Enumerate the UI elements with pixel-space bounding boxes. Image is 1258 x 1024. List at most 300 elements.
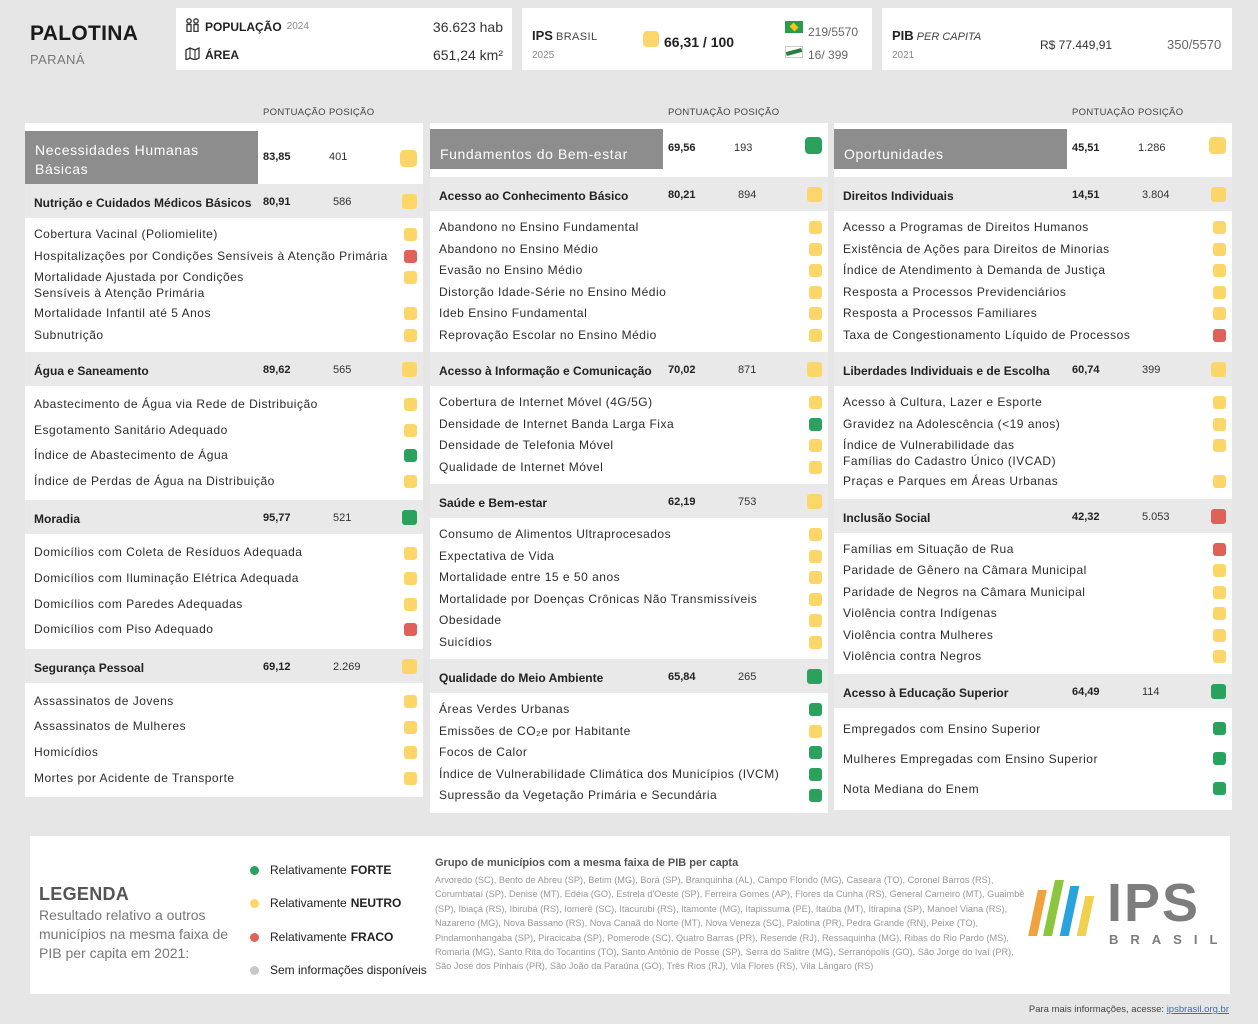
component-nutricao-e-cuidados-medicos-basicos <box>25 184 423 218</box>
component-position: 3.804 <box>1142 189 1170 201</box>
indicator-status-dot <box>404 307 417 320</box>
dimension-score: 69,56 <box>668 142 696 154</box>
indicator-list <box>430 693 828 813</box>
indicator-label: Existência de Ações para Direitos de Minorias <box>843 241 1110 256</box>
component-direitos-individuais <box>834 177 1232 211</box>
component-score: 60,74 <box>1072 364 1100 376</box>
legend-title: LEGENDA <box>39 884 130 904</box>
rank-brazil: 219/5570 <box>808 25 859 39</box>
indicator-row <box>834 260 1232 282</box>
component-status-dot <box>1211 509 1226 524</box>
indicator-row <box>430 764 828 786</box>
component-acesso-a-informacao-e-comunicacao <box>430 352 828 386</box>
dimension-title: Fundamentos do Bem-estar <box>430 129 663 169</box>
indicator-row <box>834 560 1232 582</box>
indicator-label: Consumo de Alimentos Ultraprocesados <box>439 527 672 541</box>
indicator-row <box>834 603 1232 625</box>
indicator-row <box>25 267 423 303</box>
legend-dot <box>250 966 259 975</box>
indicator-label: Supressão da Vegetação Primária e Secundária <box>439 788 718 802</box>
indicator-row <box>25 592 423 618</box>
component-seguranca-pessoal <box>25 649 423 683</box>
dimension-header <box>25 123 423 184</box>
component-position: 114 <box>1142 685 1160 698</box>
indicator-row <box>25 418 423 444</box>
indicator-list <box>430 386 828 484</box>
component-score: 89,62 <box>263 364 291 376</box>
indicator-label: Índice de Vulnerabilidade Climática dos Municípios (IVCM) <box>439 766 780 781</box>
indicator-row <box>834 303 1232 325</box>
legend-prefix: Relativamente <box>270 896 347 910</box>
component-score: 95,77 <box>263 512 291 525</box>
indicator-status-dot <box>809 439 822 452</box>
header-score-label: PONTUAÇÃO <box>263 107 326 118</box>
indicator-status-dot <box>404 475 417 488</box>
indicator-row <box>25 469 423 495</box>
indicator-status-dot <box>1213 243 1226 256</box>
indicator-row <box>834 539 1232 561</box>
indicator-label: Mortalidade por Doenças Crônicas Não Transmissíveis <box>439 591 758 606</box>
indicator-row <box>25 766 423 792</box>
indicator-status-dot <box>809 528 822 541</box>
indicator-label: Abandono no Ensino Médio <box>439 241 599 256</box>
indicator-row <box>430 699 828 721</box>
indicator-label: Expectativa de Vida <box>439 548 555 563</box>
indicator-label: Violência contra Indígenas <box>843 606 998 620</box>
indicator-status-dot <box>404 228 417 241</box>
indicator-row <box>430 721 828 743</box>
area-label: ÁREA <box>205 47 240 62</box>
indicator-status-dot <box>1213 543 1226 556</box>
ips-title <box>532 28 598 43</box>
component-score: 65,84 <box>668 671 696 683</box>
indicator-label: Mortalidade Infantil até 5 Anos <box>34 306 211 320</box>
pib-year: 2021 <box>892 50 915 61</box>
indicator-status-dot <box>1213 782 1226 795</box>
indicator-list <box>834 211 1232 352</box>
indicator-label: Suicídios <box>439 634 493 649</box>
indicator-row <box>25 325 423 347</box>
indicator-status-dot <box>1213 722 1226 735</box>
indicator-status-dot <box>1213 286 1226 299</box>
indicator-list <box>834 386 1232 499</box>
component-status-dot <box>1211 362 1226 377</box>
indicator-label: Mulheres Empregadas com Ensino Superior <box>843 751 1098 766</box>
pib-label: PIB <box>892 28 914 43</box>
indicator-status-dot <box>404 623 417 636</box>
component-name: Segurança Pessoal <box>34 660 145 675</box>
component-score: 62,19 <box>668 496 696 508</box>
indicator-label: Ideb Ensino Fundamental <box>439 306 588 320</box>
indicator-status-dot <box>809 789 822 802</box>
indicator-row <box>834 392 1232 414</box>
indicator-label: Índice de Vulnerabilidade das <box>843 438 1015 452</box>
indicator-label: Acesso a Programas de Direitos Humanos <box>843 220 1089 234</box>
indicator-row <box>834 435 1232 471</box>
indicator-label: Qualidade de Internet Móvel <box>439 459 604 474</box>
indicator-row <box>430 325 828 347</box>
component-status-dot <box>807 669 822 684</box>
legend-strength: NEUTRO <box>350 896 402 910</box>
indicator-status-dot <box>809 264 822 277</box>
indicator-label: Subnutrição <box>34 327 104 342</box>
indicator-status-dot <box>809 286 822 299</box>
indicator-status-dot <box>809 593 822 606</box>
indicator-status-dot <box>1213 752 1226 765</box>
indicator-row <box>430 282 828 304</box>
indicator-status-dot <box>809 768 822 781</box>
footer-link[interactable]: ipsbrasil.org.br <box>1166 1004 1229 1015</box>
indicator-row <box>430 435 828 457</box>
population-row <box>185 18 503 35</box>
legend-prefix: Relativamente <box>270 930 347 944</box>
indicator-label: Mortalidade entre 15 e 50 anos <box>439 570 621 584</box>
dimension-header <box>834 123 1232 177</box>
dimension-position: 193 <box>734 142 753 154</box>
indicator-status-dot <box>1213 264 1226 277</box>
dimension-position: 401 <box>329 151 348 163</box>
indicator-status-dot <box>1213 221 1226 234</box>
component-status-dot <box>1211 187 1226 202</box>
dimension-score: 83,85 <box>263 151 291 163</box>
indicator-label: Obesidade <box>439 613 502 627</box>
legend-dot <box>250 899 259 908</box>
indicator-list <box>25 683 423 797</box>
component-name: Inclusão Social <box>843 510 931 525</box>
component-acesso-a-educacao-superior <box>834 674 1232 708</box>
ips-status-dot <box>643 31 659 47</box>
component-name: Liberdades Individuais e de Escolha <box>843 364 1050 378</box>
component-name: Acesso ao Conhecimento Básico <box>439 189 629 203</box>
dimension-column-fundamentos-do-bem-estar <box>430 97 828 813</box>
indicator-status-dot <box>404 449 417 462</box>
component-name: Acesso à Informação e Comunicação <box>439 364 652 378</box>
indicator-status-dot <box>809 614 822 627</box>
component-position: 2.269 <box>333 660 361 673</box>
parana-flag-icon <box>785 46 803 58</box>
indicator-label: Domicílios com Coleta de Resíduos Adequada <box>34 545 303 560</box>
component-moradia <box>25 500 423 534</box>
indicator-status-dot <box>1213 396 1226 409</box>
dimension-status-dot <box>400 150 417 167</box>
indicator-label: Paridade de Negros na Câmara Municipal <box>843 584 1086 599</box>
indicator-status-dot <box>809 221 822 234</box>
component-position: 894 <box>738 189 757 201</box>
legend-prefix: Sem informações disponíveis <box>270 963 427 977</box>
indicator-row <box>430 457 828 479</box>
indicator-row <box>25 224 423 246</box>
map-icon <box>185 46 201 63</box>
component-position: 871 <box>738 364 757 376</box>
indicator-row <box>25 392 423 418</box>
indicator-status-dot <box>404 424 417 437</box>
indicator-status-dot <box>1213 650 1226 663</box>
indicator-row <box>834 714 1232 744</box>
indicator-status-dot <box>1213 564 1226 577</box>
indicator-label: Paridade de Gênero na Câmara Municipal <box>843 563 1087 577</box>
group-text: Arvoredo (SC), Bento de Abreu (SP), Betim (MG), Borá (SP), Branquinha (AL), Campo Florido (MG), Caseara (TO), Coronel Barros (RS), Corumbataí (SP), Denise (MT), Edéia (GO), Estrela d'Oeste (SP), Ferreira Gomes (AP), Flores da Cunha (RS), General Carneiro (MT), Guaimbê (SP), Ibiaçá (RS), Ibirubá (RS), Iomerê (SC), Itacurubi (RS), Itamonte (MG), Itapissuma (PE), Itaúba (MT), Itirapina (SP), Manoel Viana (RS), Nazareno (MG), Nova Bassano (RS), Nova Canaã do Norte (MT), Nova Veneza (SC), Palotina (PR), Pedra Grande (RN), Peixe (TO), Pindamonhangaba (SP), Piracicaba (SP), Pomerode (SC), Quatro Barras (PR), Resende (RJ), Ressaquinha (MG), Ribas do Rio Pardo (MS), Romaria (MG), Santo Rita do Tocantins (TO), Santo Antônio de Posse (SP), Serra do Salitre (MG), Serranópolis (GO), São Jorge do Ivaí (PR), São José dos Pinhais (PR), São João da Paraúna (GO), Três Rios (RJ), Vila Flores (RS), Vila Lângaro (RS) <box>435 875 1025 972</box>
dimension-title: Oportunidades <box>834 129 1067 169</box>
indicator-label-cont: Sensíveis à Atenção Primária <box>34 286 205 300</box>
pib-value: R$ 77.449,91 <box>1040 38 1113 52</box>
indicator-label: Hospitalizações por Condições Sensíveis à Atenção Primária <box>34 248 388 263</box>
ips-brasil-logo <box>1027 872 1230 952</box>
indicator-status-dot <box>404 598 417 611</box>
legend-item-strong <box>250 863 391 877</box>
ips-year: 2025 <box>532 50 555 61</box>
dimension-column-oportunidades <box>834 97 1232 810</box>
indicator-list <box>834 708 1232 810</box>
indicator-label: Índice de Perdas de Água na Distribuição <box>34 473 275 488</box>
header-score-label: PONTUAÇÃO <box>1072 107 1135 118</box>
indicator-status-dot <box>1213 586 1226 599</box>
component-name: Água e Saneamento <box>34 364 149 378</box>
component-status-dot <box>402 194 417 209</box>
indicator-row <box>430 546 828 568</box>
component-score: 42,32 <box>1072 510 1100 523</box>
indicator-status-dot <box>404 746 417 759</box>
indicator-label: Cobertura de Internet Móvel (4G/5G) <box>439 395 653 409</box>
indicator-row <box>25 714 423 740</box>
logo-sub: BRASIL <box>1109 932 1230 947</box>
component-name: Saúde e Bem-estar <box>439 496 548 510</box>
header-pos-label: POSIÇÃO <box>1138 107 1184 118</box>
indicator-label: Assassinatos de Mulheres <box>34 719 187 734</box>
indicator-status-dot <box>809 725 822 738</box>
indicator-label: Resposta a Processos Familiares <box>843 306 1038 320</box>
indicator-label: Mortalidade Ajustada por Condições <box>34 270 244 284</box>
component-name: Nutrição e Cuidados Médicos Básicos <box>34 196 252 210</box>
indicator-status-dot <box>809 636 822 649</box>
ips-score: 66,31 / 100 <box>664 34 735 50</box>
indicator-label: Resposta a Processos Previdenciários <box>843 284 1067 299</box>
indicator-row <box>834 582 1232 604</box>
indicator-list <box>25 218 423 352</box>
indicator-status-dot <box>809 307 822 320</box>
population-year: 2024 <box>286 21 309 32</box>
indicator-row <box>430 303 828 325</box>
indicator-status-dot <box>809 746 822 759</box>
indicator-label: Densidade de Telefonia Móvel <box>439 438 614 452</box>
dimension-title: Necessidades Humanas Básicas <box>25 131 258 185</box>
indicator-status-dot <box>1213 329 1226 342</box>
indicator-row <box>25 303 423 325</box>
component-name: Qualidade do Meio Ambiente <box>439 671 604 685</box>
legend-strength: FORTE <box>350 863 392 877</box>
component-score: 14,51 <box>1072 189 1100 201</box>
component-position: 265 <box>738 671 757 683</box>
indicator-label: Emissões de CO₂e por Habitante <box>439 723 631 738</box>
indicator-row <box>25 540 423 566</box>
population-label: POPULAÇÃO <box>205 19 282 34</box>
indicator-label-cont: Famílias do Cadastro Único (IVCAD) <box>843 454 1057 468</box>
indicator-status-dot <box>404 329 417 342</box>
indicator-row <box>834 646 1232 668</box>
component-qualidade-do-meio-ambiente <box>430 659 828 693</box>
indicator-status-dot <box>1213 439 1226 452</box>
indicator-label: Homicídios <box>34 744 99 759</box>
indicator-label: Esgotamento Sanitário Adequado <box>34 422 228 437</box>
indicator-row <box>834 744 1232 774</box>
indicator-label: Domicílios com Paredes Adequadas <box>34 596 243 611</box>
indicator-row <box>430 239 828 261</box>
component-position: 565 <box>333 364 352 376</box>
indicator-row <box>834 471 1232 493</box>
dimension-column-necessidades-humanas-basicas <box>25 97 423 797</box>
indicator-row <box>25 566 423 592</box>
indicator-row <box>834 414 1232 436</box>
indicator-row <box>430 610 828 632</box>
indicator-list <box>834 533 1232 674</box>
indicator-label: Focos de Calor <box>439 745 528 759</box>
legend-item-neutral <box>250 896 401 910</box>
pib-sub: PER CAPITA <box>916 31 982 43</box>
indicator-status-dot <box>809 329 822 342</box>
indicator-label: Acesso à Cultura, Lazer e Esporte <box>843 395 1043 409</box>
area-value: 651,24 km² <box>432 46 503 63</box>
header-pos-label: POSIÇÃO <box>329 107 375 118</box>
legend-prefix: Relativamente <box>270 863 347 877</box>
indicator-label: Taxa de Congestionamento Líquido de Processos <box>843 327 1131 342</box>
indicator-label: Mortes por Acidente de Transporte <box>34 770 235 785</box>
indicator-status-dot <box>404 772 417 785</box>
indicator-row <box>430 742 828 764</box>
indicator-label: Evasão no Ensino Médio <box>439 263 583 277</box>
component-score: 70,02 <box>668 364 696 376</box>
column-header <box>25 97 423 123</box>
group-title: Grupo de municípios com a mesma faixa de PIB per capta <box>435 857 739 869</box>
indicator-row <box>25 246 423 268</box>
indicator-row <box>834 325 1232 347</box>
legend-description: Resultado relativo a outros municípios na mesma faixa de PIB per capita em 2021: <box>39 907 229 961</box>
indicator-label: Famílias em Situação de Rua <box>843 541 1014 556</box>
indicator-status-dot <box>404 572 417 585</box>
indicator-label: Domicílios com Iluminação Elétrica Adequada <box>34 570 299 585</box>
dimension-position: 1.286 <box>1138 142 1166 154</box>
indicator-label: Índice de Atendimento à Demanda de Justiça <box>843 263 1106 277</box>
component-score: 80,91 <box>263 196 291 208</box>
component-liberdades-individuais-e-de-escolha <box>834 352 1232 386</box>
component-position: 5.053 <box>1142 510 1170 523</box>
pib-card <box>882 8 1232 70</box>
brazil-flag-icon <box>785 21 803 33</box>
indicator-label: Índice de Abastecimento de Água <box>34 448 229 463</box>
component-status-dot <box>402 659 417 674</box>
indicator-status-dot <box>404 271 417 284</box>
area-row <box>185 46 503 63</box>
component-status-dot <box>402 510 417 525</box>
indicator-status-dot <box>809 571 822 584</box>
component-status-dot <box>1211 684 1226 699</box>
indicator-status-dot <box>809 703 822 716</box>
indicator-label: Áreas Verdes Urbanas <box>439 702 570 716</box>
dimension-status-dot <box>805 137 822 154</box>
indicator-status-dot <box>1213 475 1226 488</box>
population-value: 36.623 hab <box>432 18 503 35</box>
component-saude-e-bem-estar <box>430 484 828 518</box>
component-acesso-ao-conhecimento-basico <box>430 177 828 211</box>
component-status-dot <box>402 362 417 377</box>
header-score-label: PONTUAÇÃO <box>668 107 731 118</box>
indicator-row <box>430 785 828 807</box>
legend-item-none <box>250 963 427 977</box>
component-status-dot <box>807 494 822 509</box>
pib-title <box>892 28 981 43</box>
indicator-label: Densidade de Internet Banda Larga Fixa <box>439 416 675 431</box>
indicator-row <box>834 774 1232 804</box>
logo-bar-yellow <box>1077 896 1095 936</box>
indicator-row <box>430 414 828 436</box>
indicator-row <box>834 217 1232 239</box>
city-name: PALOTINA <box>30 22 139 45</box>
component-name: Acesso à Educação Superior <box>843 685 1009 700</box>
legend-box <box>30 836 1230 994</box>
component-position: 399 <box>1142 364 1161 376</box>
indicator-row <box>25 689 423 715</box>
indicator-row <box>430 524 828 546</box>
indicator-row <box>25 617 423 643</box>
indicator-label: Abandono no Ensino Fundamental <box>439 220 639 234</box>
indicator-row <box>25 740 423 766</box>
indicator-status-dot <box>404 250 417 263</box>
component-name: Moradia <box>34 512 81 527</box>
component-score: 64,49 <box>1072 685 1100 698</box>
indicator-status-dot <box>404 721 417 734</box>
indicator-row <box>430 392 828 414</box>
component-status-dot <box>807 362 822 377</box>
indicator-status-dot <box>809 418 822 431</box>
indicator-row <box>430 217 828 239</box>
component-position: 521 <box>333 512 352 525</box>
ips-card <box>522 8 872 70</box>
legend-dot <box>250 933 259 942</box>
ips-sub: BRASIL <box>555 31 598 43</box>
footer <box>1029 1004 1229 1015</box>
rank-state: 16/ 399 <box>808 48 849 62</box>
component-agua-e-saneamento <box>25 352 423 386</box>
indicator-list <box>25 534 423 648</box>
column-header <box>834 97 1232 123</box>
indicator-label: Empregados com Ensino Superior <box>843 721 1041 736</box>
indicator-row <box>834 282 1232 304</box>
component-inclusao-social <box>834 499 1232 533</box>
indicator-label: Gravidez na Adolescência (<19 anos) <box>843 416 1061 431</box>
component-status-dot <box>807 187 822 202</box>
indicator-status-dot <box>809 396 822 409</box>
city-header <box>30 22 138 67</box>
indicator-row <box>834 625 1232 647</box>
indicator-status-dot <box>1213 607 1226 620</box>
component-score: 80,21 <box>668 189 696 201</box>
people-icon <box>185 18 201 35</box>
indicator-label: Reprovação Escolar no Ensino Médio <box>439 327 657 342</box>
indicator-label: Nota Mediana do Enem <box>843 781 980 796</box>
component-score: 69,12 <box>263 660 291 673</box>
indicator-row <box>834 239 1232 261</box>
header-pos-label: POSIÇÃO <box>734 107 780 118</box>
indicator-list <box>430 211 828 352</box>
legend-item-weak <box>250 930 393 944</box>
indicator-row <box>430 567 828 589</box>
indicator-label: Praças e Parques em Áreas Urbanas <box>843 474 1059 488</box>
column-header <box>430 97 828 123</box>
state-name: PARANÁ <box>30 52 85 67</box>
indicator-label: Abastecimento de Água via Rede de Distribuição <box>34 397 318 411</box>
indicator-status-dot <box>1213 418 1226 431</box>
population-area-card <box>176 8 512 70</box>
legend-strength: FRACO <box>350 930 394 944</box>
indicator-row <box>430 589 828 611</box>
